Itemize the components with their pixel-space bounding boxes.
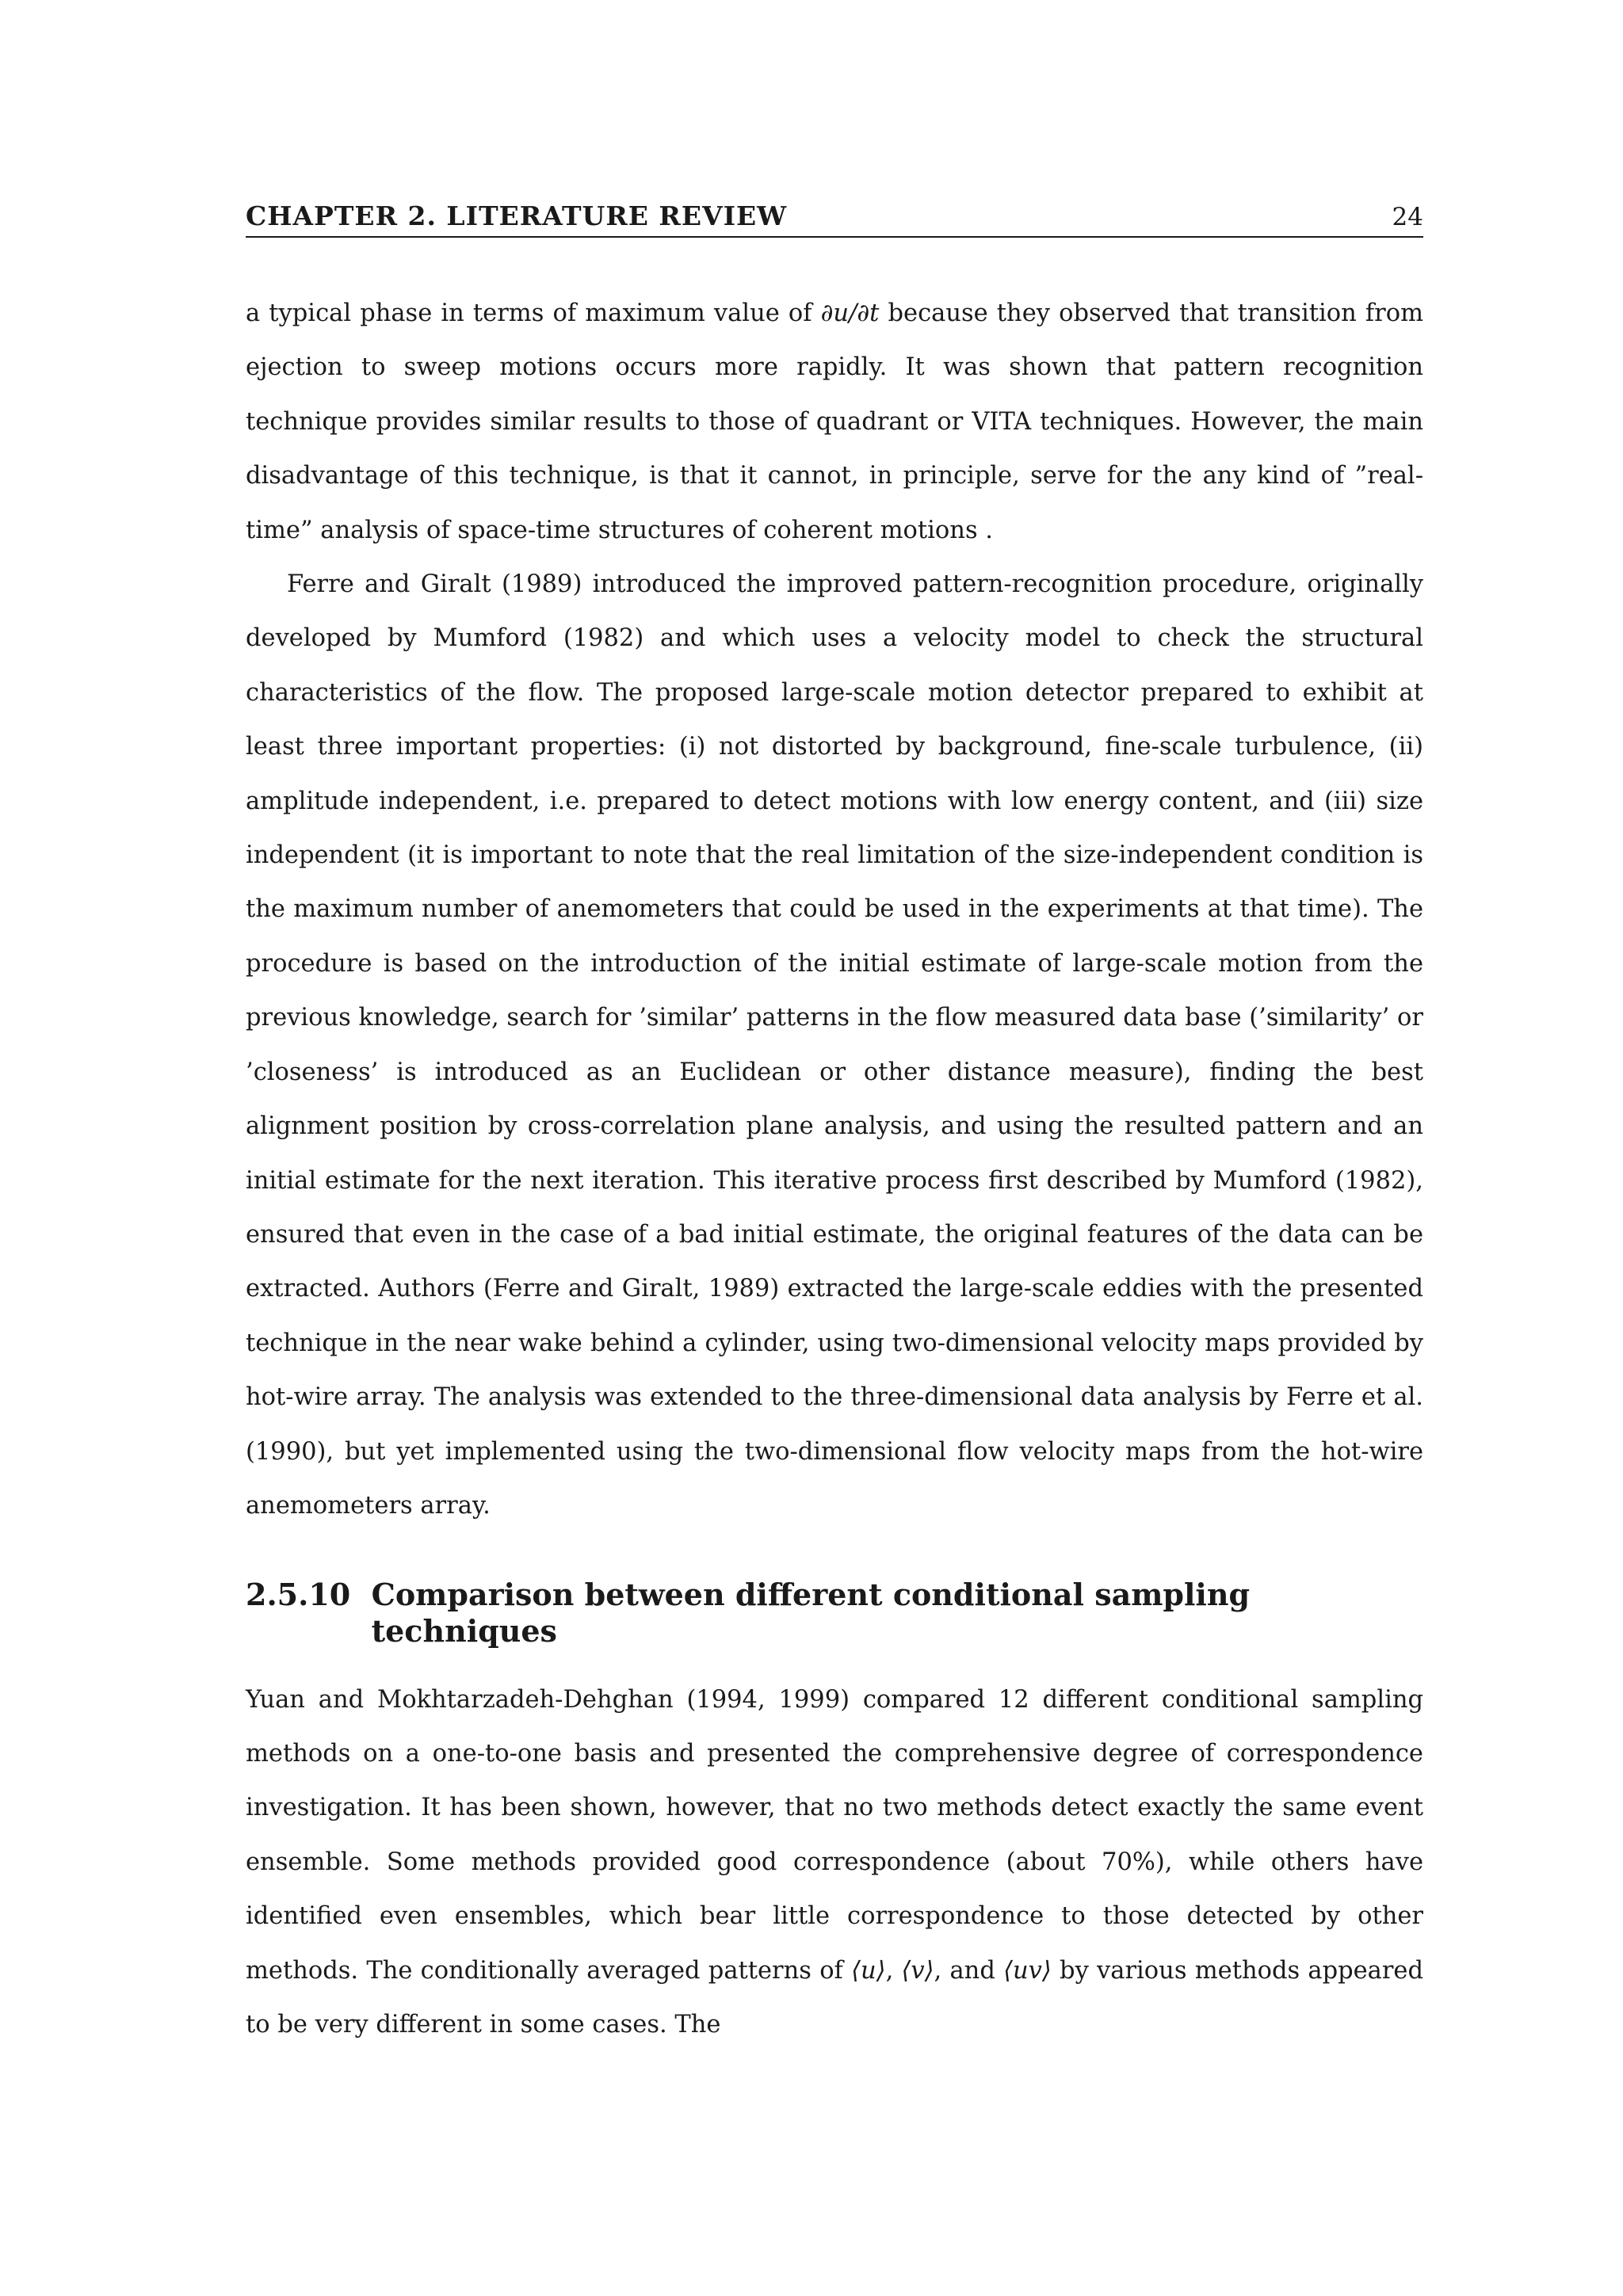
math-v-average: ⟨v⟩	[901, 1956, 934, 1985]
math-u-average: ⟨u⟩	[851, 1956, 886, 1985]
paragraph-text: a typical phase in terms of maximum value of	[246, 299, 821, 327]
running-header	[246, 200, 1423, 238]
section-number: 2.5.10	[246, 1577, 351, 1613]
section-title: Comparison between different conditional sampling techniques	[371, 1577, 1251, 1649]
paragraph-text: Yuan and Mokhtarzadeh-Dehghan (1994, 1999) compared 12 different conditional sampling methods on a one-to-one basis and presented the comprehensive degree of correspondence investigation. It has been shown, however, that no two methods detect exactly the same event ensemble. Some methods provided good correspondence (about 70%), while others have identified even ensembles, which bear little correspondence to those detected by other methods. The conditionally averaged patterns of	[246, 1685, 1423, 1985]
section-heading	[246, 1577, 1423, 1649]
paragraph-text: by various methods appeared to be very different in some cases. The	[246, 1956, 1424, 2039]
math-uv-average: ⟨uv⟩	[1003, 1956, 1052, 1985]
paragraph-pattern-recognition: Ferre and Giralt (1989) introduced the improved pattern-recognition procedure, originally developed by Mumford (1982) and which uses a velocity model to check the structural characteristics of the flow. The proposed large-scale motion detector prepared to exhibit at least three important properties: (i) not distorted by background, fine-scale turbulence, (ii) amplitude independent, i.e. prepared to detect motions with low energy content, and (iii) size independent (it is important to note that the real limitation of the size-independent condition is the maximum number of anemometers that could be used in the experiments at that time). The procedure is based on the introduction of the initial estimate of large-scale motion from the previous knowledge, search for ’similar’ patterns in the flow measured data base (’similarity’ or ’closeness’ is introduced as an Euclidean or other distance measure), finding the best alignment position by cross-correlation plane analysis, and using the resulted pattern and an initial estimate for the next iteration. This iterative process first described by Mumford (1982), ensured that even in the case of a bad initial estimate, the original features of the data can be extracted. Authors (Ferre and Giralt, 1989) extracted the large-scale eddies with the presented technique in the near wake behind a cylinder, using two-dimensional velocity maps provided by hot-wire array. The analysis was extended to the three-dimensional data analysis by Ferre et al. (1990), but yet implemented using the two-dimensional flow velocity maps from the hot-wire anemometers array.	[246, 570, 1423, 1520]
chapter-title: CHAPTER 2. LITERATURE REVIEW	[246, 200, 788, 231]
page-body	[246, 287, 1423, 2052]
page-number: 24	[1392, 203, 1423, 231]
paragraph-text: because they observed that transition from ejection to sweep motions occurs more rapidly. It was shown that pattern recognition technique provides similar results to those of quadrant or VITA techniques. However, the main disadvantage of this technique, is that it cannot, in principle, serve for the any kind of ”real-time” analysis of space-time structures of coherent motions .	[246, 299, 1423, 544]
separator: , and	[934, 1956, 1004, 1985]
math-derivative: ∂u/∂t	[820, 299, 880, 327]
paragraph-continued	[246, 287, 1423, 558]
paragraph-comparison	[246, 1673, 1423, 2053]
document-page	[246, 0, 1423, 2296]
separator: ,	[885, 1956, 902, 1985]
